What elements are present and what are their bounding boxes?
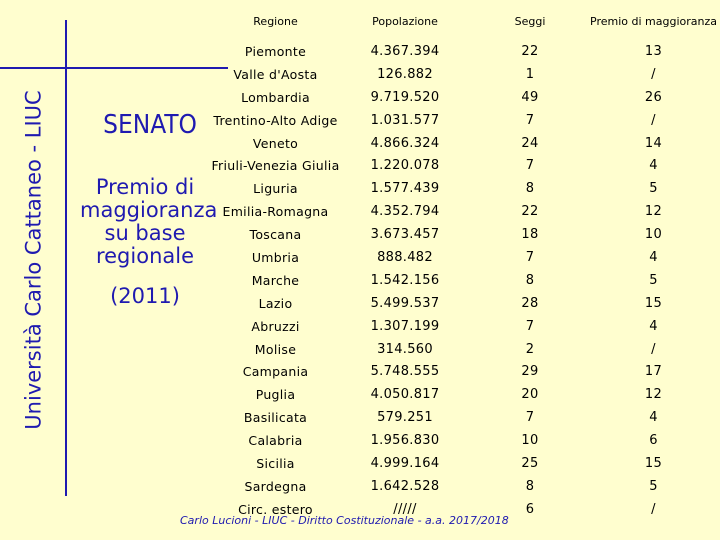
cell-premio: 17 bbox=[644, 364, 663, 380]
cell-popolazione: 4.999.164 bbox=[370, 455, 440, 471]
cell-premio: / bbox=[651, 66, 656, 82]
cell-popolazione: 3.673.457 bbox=[370, 227, 440, 243]
regional-seats-table bbox=[211, 2, 717, 521]
cell-seggi: 8 bbox=[525, 478, 535, 494]
cell-seggi: 7 bbox=[525, 158, 535, 174]
cell-premio: 5 bbox=[649, 272, 658, 288]
vertical-university-label-wrap bbox=[14, 20, 54, 500]
table-row bbox=[211, 475, 717, 498]
cell-popolazione: 888.482 bbox=[377, 249, 433, 265]
cell-seggi: 49 bbox=[521, 89, 539, 105]
cell-regione: Molise bbox=[254, 341, 297, 357]
cell-regione: Lombardia bbox=[241, 89, 310, 105]
cell-seggi: 20 bbox=[521, 387, 539, 403]
cell-premio: 4 bbox=[649, 318, 658, 334]
table-row bbox=[211, 292, 717, 315]
cell-regione: Sardegna bbox=[244, 478, 307, 494]
cell-popolazione: 1.307.199 bbox=[370, 318, 440, 334]
cell-seggi: 1 bbox=[525, 66, 535, 82]
horizontal-divider bbox=[0, 67, 228, 69]
cell-premio: 4 bbox=[649, 249, 658, 265]
cell-regione: Circ. estero bbox=[238, 501, 313, 517]
cell-popolazione: 1.956.830 bbox=[370, 433, 440, 449]
table-row bbox=[211, 63, 717, 86]
cell-seggi: 28 bbox=[521, 295, 539, 311]
header-popolazione: Popolazione bbox=[372, 14, 438, 28]
cell-premio: 5 bbox=[649, 478, 658, 494]
table-row bbox=[211, 154, 717, 177]
cell-regione: Basilicata bbox=[243, 410, 308, 426]
cell-popolazione: 1.577.439 bbox=[370, 181, 440, 197]
cell-seggi: 7 bbox=[525, 249, 535, 265]
cell-regione: Veneto bbox=[252, 135, 299, 151]
table-row bbox=[211, 383, 717, 406]
senato-title: SENATO bbox=[103, 110, 197, 140]
table-row bbox=[211, 177, 717, 200]
table-row bbox=[211, 429, 717, 452]
cell-popolazione: 579.251 bbox=[377, 410, 433, 426]
cell-seggi: 18 bbox=[521, 227, 539, 243]
cell-regione: Abruzzi bbox=[251, 318, 300, 334]
cell-popolazione: 5.499.537 bbox=[370, 295, 440, 311]
year-label: (2011) bbox=[110, 284, 180, 308]
cell-premio: 13 bbox=[644, 43, 663, 59]
cell-popolazione: 4.866.324 bbox=[370, 135, 440, 151]
cell-popolazione: 126.882 bbox=[377, 66, 433, 82]
cell-seggi: 22 bbox=[521, 204, 539, 220]
cell-premio: 12 bbox=[644, 204, 663, 220]
cell-seggi: 22 bbox=[521, 43, 539, 59]
table-row bbox=[211, 338, 717, 361]
cell-seggi: 2 bbox=[525, 341, 535, 357]
cell-seggi: 29 bbox=[521, 364, 539, 380]
cell-seggi: 25 bbox=[521, 455, 539, 471]
cell-regione: Valle d'Aosta bbox=[233, 66, 318, 82]
cell-seggi: 10 bbox=[521, 433, 539, 449]
premio-line: Premio di bbox=[95, 175, 195, 199]
table-row bbox=[211, 40, 717, 63]
cell-regione: Lazio bbox=[258, 295, 293, 311]
vertical-divider bbox=[65, 20, 67, 496]
cell-popolazione: 1.031.577 bbox=[370, 112, 440, 128]
table-row bbox=[211, 132, 717, 155]
cell-premio: 15 bbox=[644, 295, 663, 311]
header-regione: Regione bbox=[253, 14, 298, 28]
cell-premio: 5 bbox=[649, 181, 658, 197]
table-row bbox=[211, 200, 717, 223]
table-header-row bbox=[211, 2, 717, 40]
cell-seggi: 24 bbox=[521, 135, 539, 151]
cell-premio: / bbox=[651, 341, 656, 357]
premio-line: maggioranza bbox=[80, 198, 218, 222]
university-label: Università Carlo Cattaneo - LIUC bbox=[22, 90, 46, 430]
cell-regione: Toscana bbox=[249, 227, 302, 243]
table-row bbox=[211, 315, 717, 338]
cell-regione: Piemonte bbox=[244, 43, 307, 59]
header-seggi: Seggi bbox=[514, 14, 546, 28]
cell-seggi: 7 bbox=[525, 112, 535, 128]
cell-regione: Umbria bbox=[251, 249, 300, 265]
cell-seggi: 6 bbox=[525, 501, 535, 517]
footer-credit: Carlo Lucioni - LIUC - Diritto Costituzionale - a.a. 2017/2018 bbox=[180, 514, 509, 527]
premio-line: regionale bbox=[95, 244, 195, 268]
cell-premio: / bbox=[651, 501, 656, 517]
cell-regione: Marche bbox=[251, 272, 300, 288]
table-row bbox=[211, 109, 717, 132]
cell-seggi: 7 bbox=[525, 410, 535, 426]
table-body bbox=[211, 40, 717, 521]
cell-premio: 10 bbox=[644, 227, 663, 243]
cell-regione: Liguria bbox=[253, 181, 298, 197]
cell-premio: 6 bbox=[649, 433, 658, 449]
cell-regione: Calabria bbox=[248, 433, 303, 449]
table-row bbox=[211, 406, 717, 429]
cell-premio: 26 bbox=[644, 89, 663, 105]
cell-premio: 15 bbox=[644, 455, 663, 471]
cell-seggi: 7 bbox=[525, 318, 535, 334]
cell-regione: Sicilia bbox=[256, 455, 295, 471]
cell-regione: Emilia-Romagna bbox=[222, 204, 329, 220]
cell-regione: Campania bbox=[242, 364, 309, 380]
cell-popolazione: 5.748.555 bbox=[370, 364, 440, 380]
cell-popolazione: ///// bbox=[393, 501, 417, 517]
table-row bbox=[211, 452, 717, 475]
cell-popolazione: 1.542.156 bbox=[370, 272, 440, 288]
cell-premio: 12 bbox=[644, 387, 663, 403]
header-premio: Premio di maggioranza bbox=[590, 14, 717, 28]
cell-regione: Puglia bbox=[255, 387, 296, 403]
table-row bbox=[211, 269, 717, 292]
cell-regione: Trentino-Alto Adige bbox=[213, 112, 338, 128]
cell-popolazione: 1.220.078 bbox=[370, 158, 440, 174]
cell-premio: 4 bbox=[649, 410, 658, 426]
cell-seggi: 8 bbox=[525, 272, 535, 288]
premio-line: su base bbox=[104, 221, 186, 245]
table-row bbox=[211, 86, 717, 109]
table-row bbox=[211, 246, 717, 269]
cell-premio: 4 bbox=[649, 158, 658, 174]
table-row bbox=[211, 223, 717, 246]
cell-popolazione: 9.719.520 bbox=[370, 89, 440, 105]
cell-popolazione: 314.560 bbox=[377, 341, 433, 357]
cell-regione: Friuli-Venezia Giulia bbox=[211, 158, 340, 174]
cell-seggi: 8 bbox=[525, 181, 535, 197]
premio-subtitle bbox=[80, 175, 218, 268]
cell-premio: / bbox=[651, 112, 656, 128]
cell-popolazione: 4.367.394 bbox=[370, 43, 440, 59]
cell-premio: 14 bbox=[644, 135, 663, 151]
table-row bbox=[211, 360, 717, 383]
cell-popolazione: 4.352.794 bbox=[370, 204, 440, 220]
cell-popolazione: 1.642.528 bbox=[370, 478, 440, 494]
cell-popolazione: 4.050.817 bbox=[370, 387, 440, 403]
